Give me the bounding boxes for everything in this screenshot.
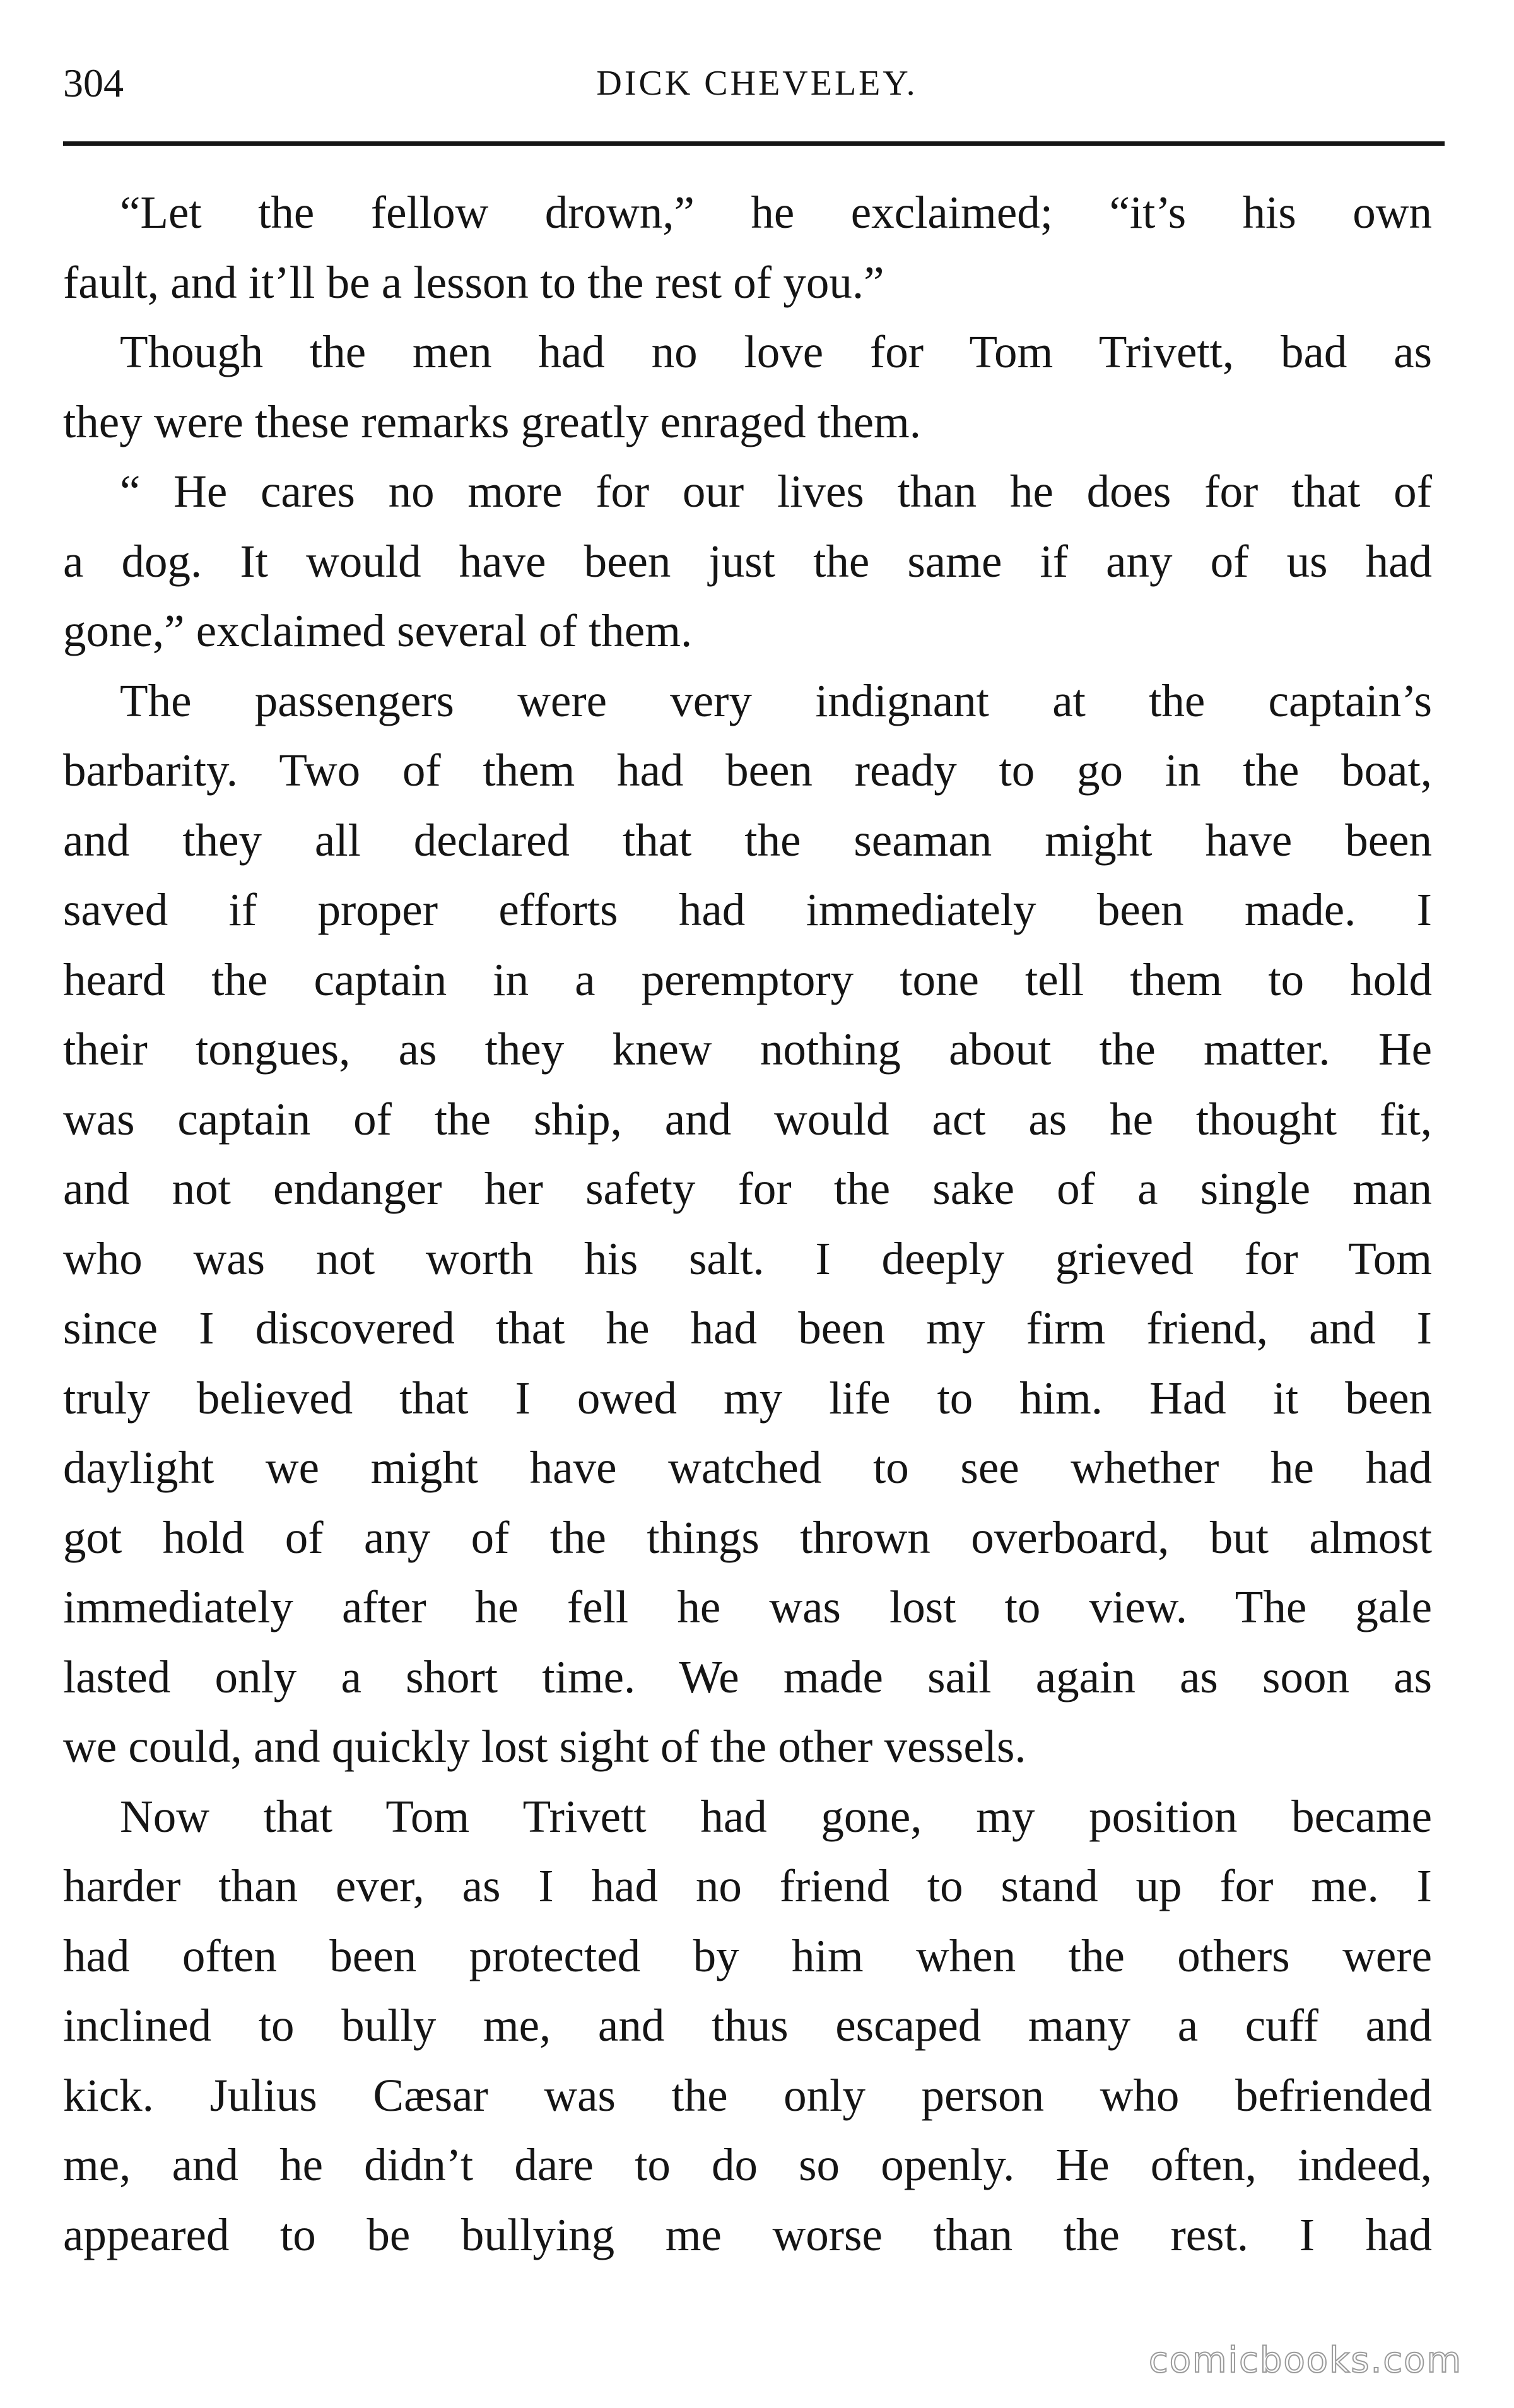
body-text (63, 178, 1432, 2270)
text-line: gone,” exclaimed several of them. (63, 605, 693, 656)
text-line: got hold of any of the things thrown overboard, but almost (63, 1511, 1432, 1563)
paragraph (63, 457, 1432, 666)
text-line: since I discovered that he had been my firm friend, and I (63, 1302, 1432, 1354)
text-line: “ He cares no more for our lives than he does for that of (120, 466, 1432, 517)
running-title: DICK CHEVELEY. (596, 64, 918, 103)
text-line: we could, and quickly lost sight of the other vessels. (63, 1721, 1026, 1772)
paragraph (63, 1782, 1432, 2270)
text-line: inclined to bully me, and thus escaped many a cuff and (63, 2000, 1432, 2051)
text-line: barbarity. Two of them had been ready to go in the boat, (63, 745, 1432, 796)
header-rule (63, 141, 1445, 146)
text-line: they were these remarks greatly enraged them. (63, 396, 922, 447)
text-line: saved if proper efforts had immediately been made. I (63, 884, 1432, 935)
text-line: harder than ever, as I had no friend to stand up for me. I (63, 1860, 1432, 1911)
text-line: heard the captain in a peremptory tone tell them to hold (63, 953, 1432, 1005)
text-line: me, and he didn’t dare to do so openly. He often, indeed, (63, 2139, 1432, 2190)
text-line: a dog. It would have been just the same if any of us had (63, 535, 1432, 587)
text-line: had often been protected by him when the others were (63, 1930, 1432, 1981)
page-number: 304 (63, 61, 124, 105)
text-line: Though the men had no love for Tom Trivett, bad as (120, 326, 1432, 377)
text-line: and not endanger her safety for the sake of a single man (63, 1163, 1432, 1214)
text-line: fault, and it’ll be a lesson to the rest of you.” (63, 256, 884, 308)
paragraph (63, 178, 1432, 317)
page-header (63, 58, 1451, 109)
text-line: truly believed that I owed my life to him. Had it been (63, 1372, 1432, 1424)
text-line: immediately after he fell he was lost to view. The gale (63, 1581, 1432, 1632)
text-line: was captain of the ship, and would act as he thought fit, (63, 1093, 1432, 1145)
text-line: Now that Tom Trivett had gone, my position became (120, 1790, 1432, 1842)
text-line: kick. Julius Cæsar was the only person who befriended (63, 2069, 1432, 2121)
text-line: and they all declared that the seaman might have been (63, 814, 1432, 866)
paragraph (63, 666, 1432, 1782)
text-line: who was not worth his salt. I deeply grieved for Tom (63, 1232, 1432, 1284)
text-line: appeared to be bullying me worse than the rest. I had (63, 2209, 1432, 2260)
text-line: lasted only a short time. We made sail again as soon as (63, 1651, 1432, 1703)
text-line: their tongues, as they knew nothing about the matter. He (63, 1024, 1432, 1075)
paragraph (63, 317, 1432, 457)
watermark: comicbooks.com (1148, 2340, 1462, 2381)
text-line: “Let the fellow drown,” he exclaimed; “it’s his own (120, 187, 1432, 238)
text-line: daylight we might have watched to see whether he had (63, 1442, 1432, 1493)
text-line: The passengers were very indignant at the captain’s (120, 675, 1432, 726)
